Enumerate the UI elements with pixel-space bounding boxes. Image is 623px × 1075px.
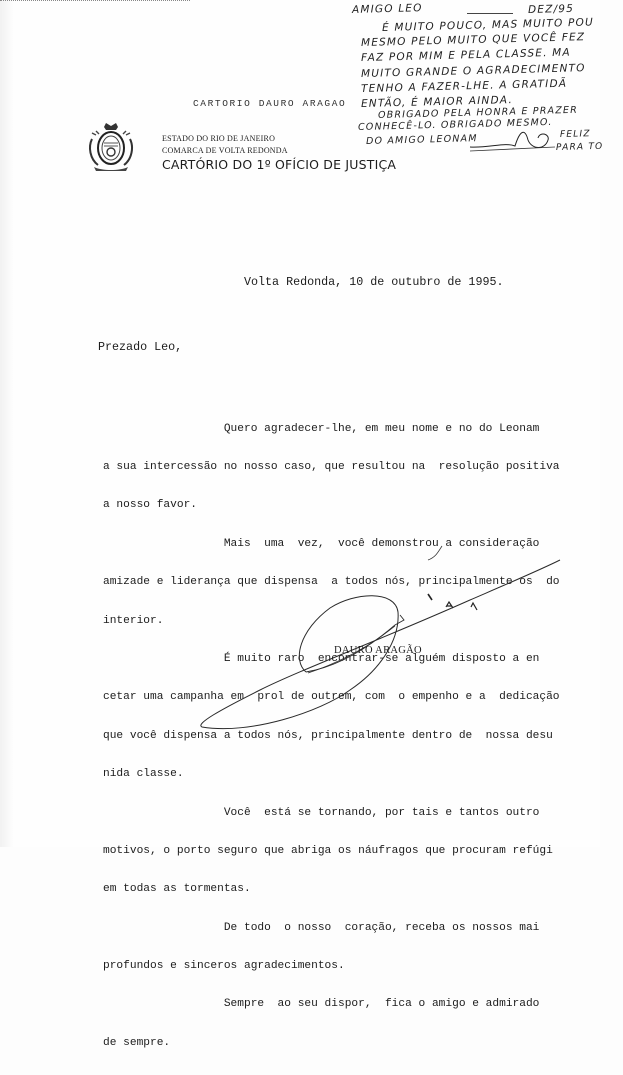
body-line: Mais uma vez, você demonstrou a consideração [103,537,540,550]
letterhead-comarca: COMARCA DE VOLTA REDONDA [162,146,288,155]
letter-salutation: Prezado Leo, [98,340,183,354]
handwritten-line: É MUITO POUCO, MAS MUITO POU [381,16,595,34]
letterhead-state: ESTADO DO RIO DE JANEIRO [162,134,276,143]
body-line: cetar uma campanha em prol de outrem, com o empenho e a dedicação [103,691,560,704]
handwritten-line: OBRIGADO PELA HONRA E PRAZER [377,104,579,121]
handwritten-line: MESMO PELO MUITO QUE VOCÊ FEZ [360,31,586,49]
coat-of-arms-icon [86,121,136,173]
body-line: a sua intercessão no nosso caso, que resultou na resolução positiva [103,460,560,473]
body-line: Sempre ao seu dispor, fica o amigo e admirado [103,998,540,1011]
body-line: motivos, o porto seguro que abriga os náufragos que procuram refúgi [103,844,553,857]
body-line: a nosso favor. [103,499,197,512]
body-line: amizade e liderança que dispensa a todos nós, principalmente os do [103,576,560,589]
handwritten-line: TENHO A FAZER-LHE. A GRATIDÃ [360,77,568,95]
body-line: em todas as tormentas. [103,883,251,896]
handwritten-line: PARA TO [555,141,604,153]
body-line: de sempre. [103,1036,171,1049]
body-line: Você está se tornando, por tais e tantos outro [103,806,540,819]
body-line: profundos e sinceros agradecimentos. [103,960,345,973]
handwritten-line: ENTÃO, É MAIOR AINDA. [360,94,514,110]
handwritten-date: DEZ/95 [527,2,575,16]
handwritten-signoff: DO AMIGO LEONAM [365,133,478,147]
handwritten-line: AMIGO LEO [351,2,423,16]
letter-body [103,397,623,1075]
letter-date: Volta Redonda, 10 de outubro de 1995. [244,275,504,289]
signer-name: DAURO ARAGÃO [334,645,422,656]
body-line: De todo o nosso coração, receba os nossos mai [103,921,540,934]
body-line: É muito raro encontrar-se alguém disposto a en [103,652,540,665]
letterhead [162,133,396,173]
body-line: que você dispensa a todos nós, principalmente dentro de nossa desu [103,729,553,742]
handwritten-line: MUITO GRANDE O AGRADECIMENTO [360,62,586,80]
body-line: nida classe. [103,768,184,781]
handwritten-line: CONHECÊ-LO. OBRIGADO MESMO. [357,116,553,133]
handwritten-line: FELIZ [559,129,591,140]
body-line: interior. [103,614,164,627]
handwritten-line: FAZ POR MIM E PELA CLASSE. MA [360,46,571,64]
cartorio-stamp-line: CARTORIO DAURO ARAGAO [193,98,347,109]
body-line: Quero agradecer-lhe, em meu nome e no do Leonam [103,422,540,435]
letterhead-office: CARTÓRIO DO 1º OFÍCIO DE JUSTIÇA [162,157,397,172]
